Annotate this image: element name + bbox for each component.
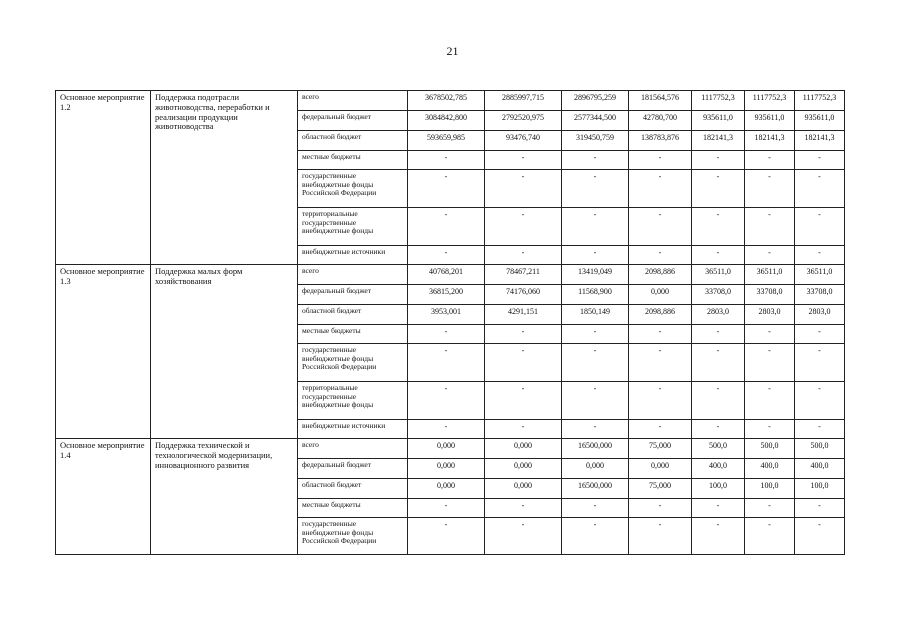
value-cell: 182141,3	[745, 131, 795, 151]
funding-source-cell: всего	[298, 91, 408, 111]
value-cell: 16500,000	[562, 439, 629, 459]
value-cell: -	[629, 151, 692, 170]
value-cell: -	[795, 518, 845, 555]
value-cell: -	[408, 420, 485, 439]
value-cell: 75,000	[629, 439, 692, 459]
funding-source-cell: областной бюджет	[298, 131, 408, 151]
value-cell: 2098,886	[629, 265, 692, 285]
funding-source-cell: федеральный бюджет	[298, 285, 408, 305]
value-cell: -	[795, 499, 845, 518]
value-cell: -	[562, 420, 629, 439]
value-cell: -	[692, 208, 745, 246]
value-cell: 500,0	[745, 439, 795, 459]
funding-source-cell: внебюджетные источники	[298, 420, 408, 439]
value-cell: 3678502,785	[408, 91, 485, 111]
value-cell: 100,0	[745, 479, 795, 499]
value-cell: 2098,886	[629, 305, 692, 325]
value-cell: 0,000	[629, 285, 692, 305]
value-cell: -	[745, 208, 795, 246]
value-cell: 138783,876	[629, 131, 692, 151]
value-cell: 33708,0	[795, 285, 845, 305]
value-cell: 100,0	[795, 479, 845, 499]
value-cell: -	[629, 499, 692, 518]
value-cell: -	[795, 246, 845, 265]
funding-source-cell: областной бюджет	[298, 305, 408, 325]
value-cell: -	[562, 246, 629, 265]
value-cell: 2577344,500	[562, 111, 629, 131]
value-cell: -	[692, 420, 745, 439]
value-cell: -	[629, 208, 692, 246]
value-cell: 36511,0	[745, 265, 795, 285]
value-cell: -	[408, 151, 485, 170]
value-cell: 36511,0	[795, 265, 845, 285]
value-cell: -	[408, 518, 485, 555]
value-cell: -	[485, 499, 562, 518]
value-cell: -	[795, 344, 845, 382]
value-cell: -	[485, 151, 562, 170]
value-cell: -	[562, 499, 629, 518]
value-cell: 0,000	[485, 459, 562, 479]
value-cell: 75,000	[629, 479, 692, 499]
value-cell: 2803,0	[795, 305, 845, 325]
value-cell: 2803,0	[745, 305, 795, 325]
value-cell: -	[795, 151, 845, 170]
value-cell: 935611,0	[745, 111, 795, 131]
value-cell: 935611,0	[692, 111, 745, 131]
value-cell: 935611,0	[795, 111, 845, 131]
value-cell: 3084842,800	[408, 111, 485, 131]
value-cell: -	[562, 382, 629, 420]
funding-source-cell: государственные внебюджетные фонды Российской Федерации	[298, 518, 408, 555]
value-cell: 2803,0	[692, 305, 745, 325]
value-cell: 0,000	[408, 479, 485, 499]
page-number: 21	[446, 44, 459, 58]
value-cell: 74176,060	[485, 285, 562, 305]
funding-source-cell: государственные внебюджетные фонды Российской Федерации	[298, 344, 408, 382]
value-cell: 42780,700	[629, 111, 692, 131]
funding-source-cell: всего	[298, 439, 408, 459]
value-cell: -	[485, 420, 562, 439]
value-cell: 33708,0	[692, 285, 745, 305]
value-cell: -	[562, 344, 629, 382]
value-cell: -	[485, 382, 562, 420]
value-cell: 40768,201	[408, 265, 485, 285]
value-cell: 500,0	[795, 439, 845, 459]
value-cell: -	[485, 246, 562, 265]
value-cell: 593659,985	[408, 131, 485, 151]
value-cell: -	[485, 208, 562, 246]
value-cell: 0,000	[562, 459, 629, 479]
value-cell: 0,000	[408, 459, 485, 479]
value-cell: 319450,759	[562, 131, 629, 151]
value-cell: -	[692, 246, 745, 265]
value-cell: -	[408, 499, 485, 518]
value-cell: 100,0	[692, 479, 745, 499]
value-cell: 400,0	[745, 459, 795, 479]
value-cell: 33708,0	[745, 285, 795, 305]
value-cell: -	[562, 325, 629, 344]
value-cell: 1117752,3	[692, 91, 745, 111]
value-cell: 500,0	[692, 439, 745, 459]
funding-source-cell: местные бюджеты	[298, 325, 408, 344]
value-cell: 36815,200	[408, 285, 485, 305]
value-cell: 4291,151	[485, 305, 562, 325]
value-cell: 1117752,3	[795, 91, 845, 111]
value-cell: -	[692, 170, 745, 208]
value-cell: 182141,3	[692, 131, 745, 151]
value-cell: -	[692, 382, 745, 420]
table-row	[56, 265, 845, 285]
funding-source-cell: территориальные государственные внебюджетные фонды	[298, 208, 408, 246]
budget-table	[55, 90, 845, 555]
value-cell: -	[745, 382, 795, 420]
value-cell: 0,000	[408, 439, 485, 459]
value-cell: 11568,900	[562, 285, 629, 305]
value-cell: 0,000	[485, 439, 562, 459]
value-cell: -	[745, 151, 795, 170]
activity-code-cell: Основное мероприятие 1.4	[56, 439, 151, 555]
value-cell: 93476,740	[485, 131, 562, 151]
funding-source-cell: внебюджетные источники	[298, 246, 408, 265]
value-cell: -	[795, 170, 845, 208]
value-cell: -	[745, 518, 795, 555]
value-cell: -	[408, 344, 485, 382]
value-cell: -	[629, 344, 692, 382]
activity-code-cell: Основное мероприятие 1.2	[56, 91, 151, 265]
value-cell: -	[562, 208, 629, 246]
activity-name-cell: Поддержка малых форм хозяйствования	[151, 265, 298, 439]
value-cell: -	[745, 170, 795, 208]
value-cell: -	[408, 208, 485, 246]
value-cell: -	[485, 170, 562, 208]
value-cell: -	[629, 382, 692, 420]
funding-source-cell: федеральный бюджет	[298, 459, 408, 479]
value-cell: 1117752,3	[745, 91, 795, 111]
value-cell: 0,000	[485, 479, 562, 499]
value-cell: -	[629, 246, 692, 265]
activity-name-cell: Поддержка подотрасли животноводства, переработки и реализации продукции животноводства	[151, 91, 298, 265]
value-cell: -	[485, 344, 562, 382]
value-cell: 0,000	[629, 459, 692, 479]
table-row	[56, 91, 845, 111]
value-cell: 1850,149	[562, 305, 629, 325]
value-cell: -	[629, 518, 692, 555]
value-cell: -	[692, 344, 745, 382]
value-cell: -	[745, 344, 795, 382]
value-cell: 36511,0	[692, 265, 745, 285]
activity-code-cell: Основное мероприятие 1.3	[56, 265, 151, 439]
value-cell: -	[745, 325, 795, 344]
value-cell: -	[745, 499, 795, 518]
value-cell: -	[745, 246, 795, 265]
value-cell: 2896795,259	[562, 91, 629, 111]
value-cell: 3953,001	[408, 305, 485, 325]
value-cell: 2792520,975	[485, 111, 562, 131]
value-cell: -	[629, 170, 692, 208]
value-cell: -	[562, 170, 629, 208]
value-cell: 182141,3	[795, 131, 845, 151]
value-cell: -	[692, 151, 745, 170]
funding-source-cell: федеральный бюджет	[298, 111, 408, 131]
funding-source-cell: территориальные государственные внебюджетные фонды	[298, 382, 408, 420]
activity-name-cell: Поддержка технической и технологической модернизации, инновационного развития	[151, 439, 298, 555]
funding-source-cell: местные бюджеты	[298, 151, 408, 170]
funding-source-cell: всего	[298, 265, 408, 285]
funding-source-cell: областной бюджет	[298, 479, 408, 499]
value-cell: -	[562, 151, 629, 170]
value-cell: -	[795, 382, 845, 420]
value-cell: 13419,049	[562, 265, 629, 285]
value-cell: -	[485, 518, 562, 555]
value-cell: -	[408, 246, 485, 265]
value-cell: -	[629, 325, 692, 344]
value-cell: 181564,576	[629, 91, 692, 111]
value-cell: -	[795, 325, 845, 344]
value-cell: -	[485, 325, 562, 344]
value-cell: -	[408, 382, 485, 420]
value-cell: -	[692, 499, 745, 518]
value-cell: 16500,000	[562, 479, 629, 499]
value-cell: -	[795, 208, 845, 246]
value-cell: 78467,211	[485, 265, 562, 285]
value-cell: -	[692, 518, 745, 555]
budget-table-body	[56, 91, 845, 555]
value-cell: 400,0	[692, 459, 745, 479]
value-cell: -	[795, 420, 845, 439]
value-cell: -	[692, 325, 745, 344]
funding-source-cell: государственные внебюджетные фонды Российской Федерации	[298, 170, 408, 208]
value-cell: -	[629, 420, 692, 439]
funding-source-cell: местные бюджеты	[298, 499, 408, 518]
table-row	[56, 439, 845, 459]
value-cell: 400,0	[795, 459, 845, 479]
value-cell: -	[408, 325, 485, 344]
value-cell: -	[408, 170, 485, 208]
value-cell: -	[745, 420, 795, 439]
value-cell: 2885997,715	[485, 91, 562, 111]
value-cell: -	[562, 518, 629, 555]
